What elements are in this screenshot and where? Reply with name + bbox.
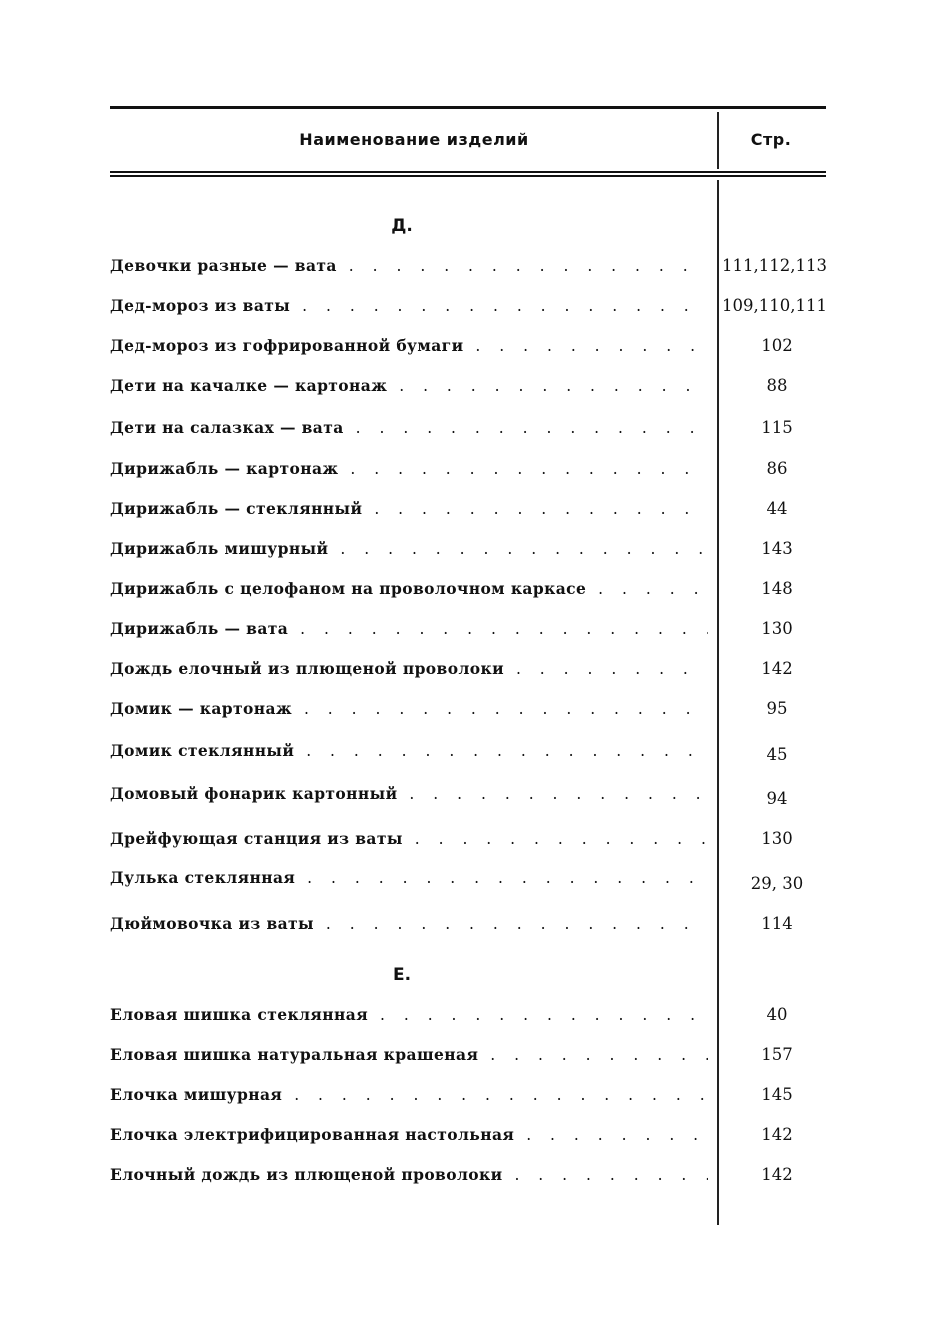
index-entry [110,910,830,938]
index-entry [110,372,830,400]
entry-name: Елочка мишурная . . . [110,1081,708,1109]
index-entry [110,825,830,853]
entry-name: Домик стеклянный . . . [110,737,708,765]
entry-page: 95 [766,699,788,718]
entry-name: Еловая шишка натуральная крашеная . . . [110,1041,708,1069]
index-entry [110,864,830,892]
entry-page: 109,110,111 [722,296,827,315]
entry-page: 86 [766,459,788,478]
entry-page: 114 [761,914,793,933]
entry-page: 88 [766,376,788,395]
entry-name: Дед-мороз из гофрированной бумаги . . . [110,332,708,360]
index-entry [110,535,830,563]
header-rule-upper [110,171,826,173]
entry-page: 102 [761,336,793,355]
index-entry [110,1081,830,1109]
entry-page: 130 [761,829,793,848]
index-entry [110,252,830,280]
index-entry [110,655,830,683]
top-rule [110,106,826,109]
entry-page: 130 [761,619,793,638]
entry-name: Дирижабль — вата . . . [110,615,708,643]
entry-name: Дюймовочка из ваты . . . [110,910,708,938]
entry-page: 40 [766,1005,788,1024]
index-entry [110,1041,830,1069]
section-letter: Д. [391,216,413,236]
entry-name: Домовый фонарик картонный . . . [110,780,708,808]
entry-name: Дед-мороз из ваты . . . [110,292,708,320]
index-entry [110,292,830,320]
index-entry [110,455,830,483]
header-rule-lower [110,175,826,177]
entry-page: 29, 30 [750,874,804,893]
column-divider-header [717,112,719,169]
entry-name: Елочный дождь из плющеной проволоки . . . [110,1161,708,1189]
entry-page: 157 [761,1045,793,1064]
entry-page: 94 [766,789,788,808]
entry-name: Дождь елочный из плющеной проволоки . . . [110,655,708,683]
entry-page: 45 [766,745,788,764]
index-entry [110,332,830,360]
column-header-name: Наименование изделий [299,130,529,149]
entry-name: Дети на качалке — картонаж . . . [110,372,708,400]
entry-name: Елочка электрифицированная настольная . . . [110,1121,708,1149]
entry-page: 142 [761,1125,793,1144]
column-header-page: Стр. [750,130,792,149]
entry-name: Девочки разные — вата . . . [110,252,708,280]
entry-page: 142 [761,659,793,678]
index-entry [110,414,830,442]
entry-page: 145 [761,1085,793,1104]
entry-name: Дирижабль с целофаном на проволочном каркасе . . . [110,575,708,603]
index-entry [110,737,830,765]
index-entry [110,780,830,808]
index-entry [110,1001,830,1029]
entry-page: 143 [761,539,793,558]
entry-page: 142 [761,1165,793,1184]
entry-page: 111,112,113 [722,256,827,275]
entry-name: Дирижабль — картонаж . . . [110,455,708,483]
index-entry [110,1161,830,1189]
index-entry [110,695,830,723]
section-letter: Е. [392,965,412,985]
entry-page: 148 [761,579,793,598]
index-entry [110,495,830,523]
entry-name: Дирижабль мишурный . . . [110,535,708,563]
index-entry [110,1121,830,1149]
entry-name: Дулька стеклянная . . . [110,864,708,892]
entry-page: 115 [761,418,793,437]
index-entry [110,615,830,643]
index-entry [110,575,830,603]
entry-name: Дети на салазках — вата . . . [110,414,708,442]
entry-name: Домик — картонаж . . . [110,695,708,723]
entry-page: 44 [766,499,788,518]
entry-name: Дрейфующая станция из ваты . . . [110,825,708,853]
entry-name: Дирижабль — стеклянный . . . [110,495,708,523]
entry-name: Еловая шишка стеклянная . . . [110,1001,708,1029]
